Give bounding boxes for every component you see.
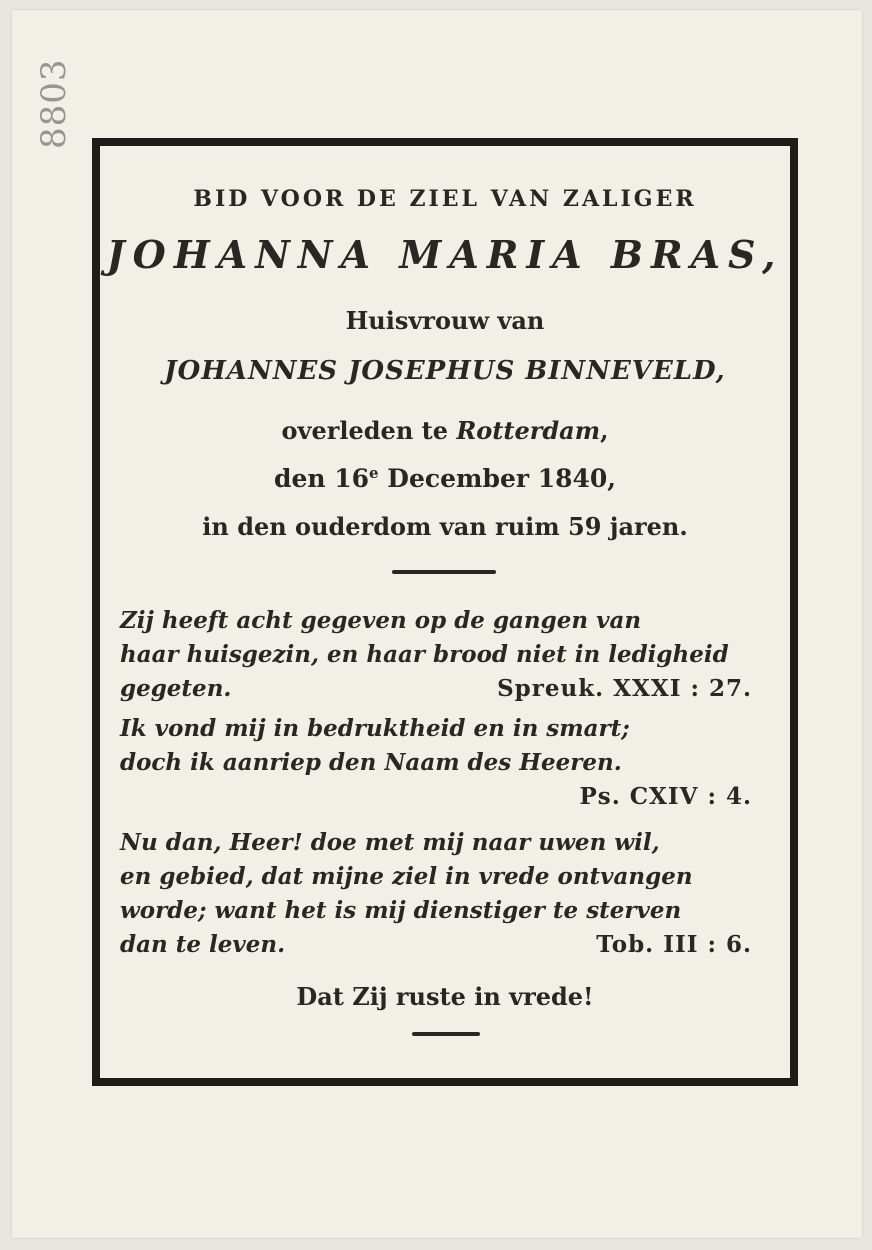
- death-date-line: [100, 464, 790, 493]
- verse-last-line: dan te leven.: [120, 931, 286, 958]
- verse-reference: Spreuk. XXXI : 27.: [497, 675, 752, 702]
- verse-psalm: [120, 712, 772, 814]
- date-suffix: December 1840,: [378, 464, 617, 493]
- verse-line: en gebied, dat mijne ziel in vrede ontvangen: [120, 863, 693, 890]
- death-place-line: [100, 416, 790, 445]
- mourning-border-frame: [92, 138, 798, 1086]
- verse-proverbs: [120, 604, 772, 706]
- verse-line: Ik vond mij in bedruktheid en in smart;: [120, 715, 630, 742]
- verse-line: worde; want het is mij dienstiger te sterven: [120, 897, 682, 924]
- verse-line: haar huisgezin, en haar brood niet in ledigheid: [120, 641, 729, 668]
- verse-reference: Tob. III : 6.: [596, 931, 752, 958]
- husband-name: JOHANNES JOSEPHUS BINNEVELD,: [164, 356, 726, 386]
- deceased-name: JOHANNA MARIA BRAS,: [106, 232, 784, 277]
- relation-text: Huisvrouw van: [345, 306, 545, 335]
- age-line: in den ouderdom van ruim 59 jaren.: [202, 512, 688, 541]
- verse-reference: Ps. CXIV : 4.: [579, 783, 752, 810]
- verse-last-row: [120, 672, 772, 706]
- verse-line: Nu dan, Heer! doe met mij naar uwen wil,: [120, 829, 660, 856]
- died-place: Rotterdam: [456, 416, 601, 445]
- closing-blessing: Dat Zij ruste in vrede!: [296, 982, 594, 1011]
- date-prefix: den 16: [273, 464, 370, 493]
- verse-tobit: [120, 826, 772, 962]
- date-superscript: e: [369, 464, 379, 482]
- verse-last-row: [120, 928, 772, 962]
- verse-line: Zij heeft acht gegeven op de gangen van: [120, 607, 642, 634]
- card-text-area: [100, 146, 790, 1078]
- divider-rule: [392, 570, 496, 574]
- handwritten-catalog-number: 8803: [34, 58, 74, 149]
- verse-line: doch ik aanriep den Naam des Heeren.: [120, 749, 622, 776]
- verse-last-line: gegeten.: [120, 675, 232, 702]
- died-prefix: overleden te: [281, 416, 457, 445]
- memorial-card: [12, 10, 862, 1238]
- prayer-heading: BID VOOR DE ZIEL VAN ZALIGER: [193, 186, 697, 212]
- died-suffix: ,: [600, 416, 609, 445]
- divider-rule-bottom: [412, 1032, 480, 1036]
